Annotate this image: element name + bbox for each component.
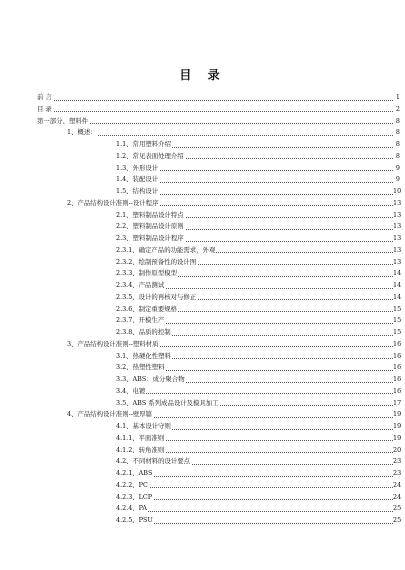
dot-leader: [116, 487, 393, 488]
toc-entry-label: 4、产品结构设计准则--壁厚篇: [67, 409, 153, 421]
toc-entry-label: 目 录: [37, 104, 53, 116]
toc-entry-page: 8: [395, 128, 400, 137]
toc-entry[interactable]: [0, 104, 405, 116]
toc-entry-page: 13: [393, 234, 402, 242]
toc-entry-label: 3、产品结构设计准则--塑料材质: [67, 339, 159, 351]
toc-entry-page: 2: [395, 104, 400, 113]
toc-entry[interactable]: [0, 456, 405, 468]
toc-entry-page: 8: [395, 151, 400, 160]
toc-entry[interactable]: [0, 198, 405, 210]
toc-entry-label: 2.3.2、绘制预备性的设计图: [116, 257, 197, 269]
page-title: 目 录: [179, 68, 226, 82]
toc-entry-label: 2.1、塑料制品设计特点: [116, 210, 185, 222]
dot-leader: [67, 135, 393, 136]
toc-entry[interactable]: [0, 351, 405, 363]
toc-entry-page: 14: [393, 281, 402, 289]
toc-entry-label: 3.1、热硬化性塑料: [116, 351, 172, 363]
toc-entry[interactable]: [0, 210, 405, 222]
toc-entry[interactable]: [0, 221, 405, 233]
toc-entry[interactable]: [0, 116, 405, 128]
toc-entry[interactable]: [0, 339, 405, 351]
toc-entry-label: 2.3.6、制定重要规格: [116, 304, 178, 316]
toc-entry[interactable]: [0, 445, 405, 457]
toc-entry[interactable]: [0, 139, 405, 151]
toc-entry[interactable]: [0, 315, 405, 327]
dot-leader: [116, 476, 393, 477]
toc-entry-label: 1.1、常用塑料介绍: [116, 139, 172, 151]
toc-entry-page: 23: [393, 457, 402, 466]
toc-entry-page: 16: [393, 375, 402, 383]
toc-entry-label: 4.2.2、PC: [116, 480, 149, 492]
dot-leader: [116, 511, 393, 512]
toc-entry-page: 8: [395, 116, 400, 125]
toc-entry[interactable]: [0, 163, 405, 175]
toc-entry-page: 16: [393, 351, 402, 360]
table-of-contents: [0, 92, 405, 527]
toc-entry[interactable]: [0, 398, 405, 410]
toc-entry[interactable]: [0, 151, 405, 163]
toc-entry-page: 20: [393, 445, 402, 454]
toc-entry-page: 15: [393, 328, 402, 336]
toc-entry-label: 3.3、ABS：成分聚合物: [116, 374, 186, 386]
toc-entry[interactable]: [0, 468, 405, 480]
toc-entry[interactable]: [0, 304, 405, 316]
toc-entry[interactable]: [0, 257, 405, 269]
toc-entry[interactable]: [0, 374, 405, 386]
toc-entry-page: 10: [393, 187, 402, 195]
toc-entry-page: 13: [393, 222, 402, 231]
toc-entry-page: 1: [395, 93, 400, 101]
toc-entry[interactable]: [0, 127, 405, 139]
toc-entry-page: 9: [395, 175, 400, 184]
toc-entry-label: 2.3.7、开模生产: [116, 315, 165, 327]
dot-leader: [37, 123, 393, 124]
toc-entry-page: 24: [393, 492, 402, 501]
toc-entry-label: 1.3、外形设计: [116, 163, 159, 175]
toc-entry-page: 23: [393, 469, 402, 477]
toc-entry-page: 25: [393, 516, 402, 524]
toc-entry-label: 4.2.4、PA: [116, 503, 148, 515]
toc-entry[interactable]: [0, 515, 405, 527]
toc-entry-label: 2.3.5、设计的再核对与修正: [116, 292, 197, 304]
toc-entry-label: 2.3.1、确定产品的功能需求，外观: [116, 245, 216, 257]
toc-entry-label: 1、概述：: [67, 127, 98, 139]
toc-entry[interactable]: [0, 480, 405, 492]
toc-entry[interactable]: [0, 386, 405, 398]
toc-entry-label: 1.2、常见表面处理介绍: [116, 151, 185, 163]
toc-entry-label: 2、产品结构设计准则--设计程序: [67, 198, 159, 210]
toc-entry-label: 2.3.4、产品测试: [116, 280, 165, 292]
toc-entry-page: 19: [393, 422, 402, 430]
toc-entry-label: 2.2、塑料制品设计原则: [116, 221, 185, 233]
toc-entry-label: 2.3、塑料制品设计程序: [116, 233, 185, 245]
toc-entry-label: 第一部分、塑料件: [37, 116, 89, 128]
toc-entry[interactable]: [0, 280, 405, 292]
dot-leader: [37, 111, 393, 112]
toc-entry[interactable]: [0, 233, 405, 245]
toc-entry-label: 2.3.8、品质的控制: [116, 327, 172, 339]
dot-leader: [37, 100, 393, 101]
toc-entry[interactable]: [0, 268, 405, 280]
toc-entry-page: 13: [393, 257, 402, 266]
toc-entry[interactable]: [0, 409, 405, 421]
toc-entry-page: 25: [393, 504, 402, 513]
toc-entry-page: 15: [393, 304, 402, 313]
toc-entry-label: 4.2、不同材料的设计要点: [116, 456, 191, 468]
toc-entry-page: 15: [393, 316, 402, 325]
toc-entry-label: 4.1、基本设计守则: [116, 421, 172, 433]
toc-entry-page: 9: [395, 163, 400, 172]
toc-entry-label: 1.5、结构设计: [116, 186, 159, 198]
toc-entry-page: 17: [393, 398, 402, 407]
toc-entry-page: 13: [393, 198, 402, 207]
toc-entry-page: 8: [395, 140, 400, 148]
toc-entry-label: 3.5、ABS 系列成品设计及模具加工: [116, 398, 220, 410]
toc-entry-label: 2.3.3、制作原型模型: [116, 268, 178, 280]
toc-entry-page: 16: [393, 339, 402, 348]
toc-entry[interactable]: [0, 292, 405, 304]
toc-entry[interactable]: [0, 245, 405, 257]
toc-entry[interactable]: [0, 503, 405, 515]
toc-entry-label: 4.1.1、平面准则: [116, 433, 165, 445]
toc-entry-label: 4.1.2、转角准则: [116, 445, 165, 457]
toc-entry-label: 1.4、装配设计: [116, 174, 159, 186]
toc-entry[interactable]: [0, 433, 405, 445]
toc-entry-page: 14: [393, 269, 402, 278]
toc-entry-page: 14: [393, 292, 402, 301]
toc-entry-page: 13: [393, 245, 402, 254]
toc-entry-label: 3.2、热塑性塑料: [116, 362, 166, 374]
dot-leader: [116, 499, 393, 500]
toc-entry[interactable]: [0, 421, 405, 433]
toc-entry-page: 13: [393, 210, 402, 219]
toc-entry-page: 19: [393, 410, 402, 419]
toc-entry-label: 4.2.1、ABS: [116, 468, 153, 480]
toc-entry-page: 19: [393, 433, 402, 442]
toc-entry[interactable]: [0, 174, 405, 186]
toc-entry-label: 4.2.3、LCP: [116, 492, 153, 504]
toc-entry-label: 前 言: [37, 92, 53, 104]
toc-entry[interactable]: [0, 492, 405, 504]
toc-entry-page: 24: [393, 480, 402, 489]
dot-leader: [116, 523, 393, 524]
toc-entry[interactable]: [0, 327, 405, 339]
toc-entry[interactable]: [0, 362, 405, 374]
toc-entry-page: 16: [393, 363, 402, 372]
toc-entry[interactable]: [0, 92, 405, 104]
dot-leader: [116, 393, 393, 394]
toc-entry-label: 3.4、电镀: [116, 386, 146, 398]
toc-entry[interactable]: [0, 186, 405, 198]
toc-entry-page: 16: [393, 386, 402, 395]
toc-entry-label: 4.2.5、PSU: [116, 515, 154, 527]
